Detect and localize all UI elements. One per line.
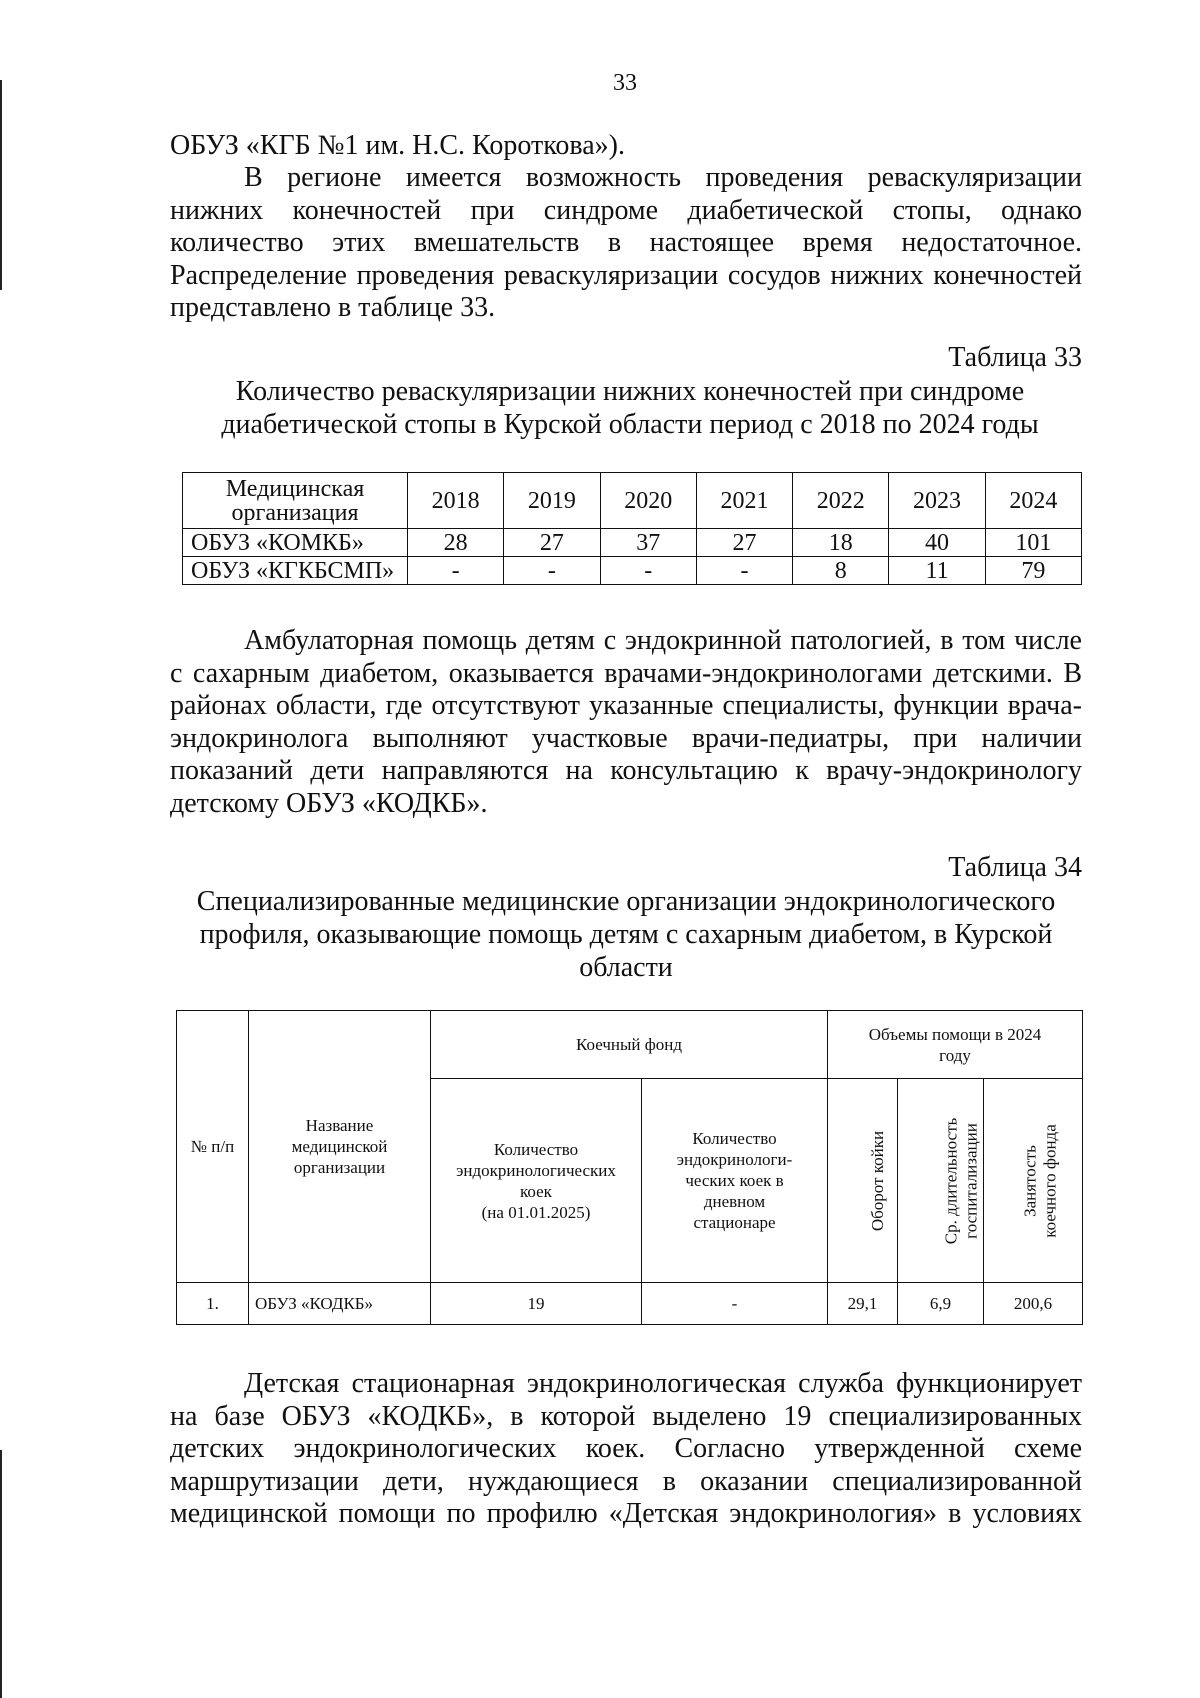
paragraph-2	[170, 625, 1082, 820]
header-day-beds-line: стационаре	[693, 1213, 776, 1232]
table-33-caption	[190, 375, 1070, 441]
table-33-cell: 18	[793, 529, 889, 557]
intro-line: ОБУЗ «КГБ №1 им. Н.С. Короткова»).	[170, 130, 625, 161]
table-33-cell: -	[408, 557, 504, 585]
table-33-cell: 101	[985, 529, 1081, 557]
table-33-caption-line: Количество реваскуляризации нижних конечностей при синдроме	[235, 376, 1025, 407]
header-beds-line: (на 01.01.2025)	[481, 1202, 591, 1222]
table-33-label: Таблица 33	[948, 342, 1082, 373]
table-34-label: Таблица 34	[948, 852, 1082, 883]
table-34-cell-day-beds: -	[642, 1283, 828, 1325]
header-avg-stay-line: Ср. длительность	[941, 1117, 961, 1244]
table-34-cell-num: 1.	[177, 1283, 249, 1325]
table-34-header-day-beds	[642, 1079, 828, 1283]
table-34-header-beds	[431, 1079, 642, 1283]
table-34-caption-line: области	[579, 952, 673, 983]
scan-edge-artifact	[0, 80, 2, 290]
table-33-cell: 28	[408, 529, 504, 557]
paragraph-2-line: показаний дети направляются на консультацию к врачу-эндокринологу	[170, 755, 1082, 786]
header-beds-line: коек	[520, 1181, 552, 1201]
table-33-cell: 8	[793, 557, 889, 585]
page-number: 33	[613, 70, 637, 96]
header-occupancy-text	[1021, 1124, 1061, 1237]
table-33-cell: 11	[889, 557, 985, 585]
table-33-cell: -	[696, 557, 792, 585]
table-33-header-org	[183, 473, 408, 529]
paragraph-3-line: медицинской помощи по профилю «Детская эндокринология» в условиях	[170, 1498, 1082, 1529]
table-34-header-num: № п/п	[177, 1011, 249, 1283]
table-row	[183, 557, 1082, 585]
paragraph-1-line: представлено в таблице 33.	[170, 292, 496, 323]
paragraph-2-line: Амбулаторная помощь детям с эндокринной патологией, в том числе	[244, 625, 1082, 656]
paragraph-1-line: Распределение проведения реваскуляризации сосудов нижних конечностей	[170, 259, 1082, 291]
table-33-cell: 27	[696, 529, 792, 557]
header-occupancy-line: Занятость	[1020, 1144, 1040, 1217]
header-name-line: организации	[293, 1158, 386, 1177]
table-33-caption-line: диабетической стопы в Курской области период с 2018 по 2024 годы	[221, 409, 1039, 440]
table-34	[176, 1010, 1083, 1325]
paragraph-1-line: нижних конечностей при синдроме диабетической стопы, однако	[170, 194, 1082, 226]
header-day-beds-line: эндокринологи-	[676, 1150, 793, 1169]
table-34-caption-line: профиля, оказывающие помощь детям с сахарным диабетом, в Курской	[199, 919, 1053, 950]
table-34-caption-line: Специализированные медицинские организации эндокринологического	[196, 886, 1056, 917]
header-name-line: Название	[305, 1116, 374, 1135]
table-33-year: 2022	[793, 473, 889, 529]
table-row	[177, 1283, 1083, 1325]
table-34-header-row-1	[177, 1011, 1083, 1079]
table-33	[182, 472, 1082, 585]
scan-edge-artifact	[0, 1450, 2, 1698]
table-33-org: ОБУЗ «КГКБСМП»	[183, 557, 408, 585]
header-turnover-text: Оборот койки	[868, 1130, 888, 1232]
table-33-year: 2023	[889, 473, 985, 529]
header-beds-line: эндокринологических	[456, 1160, 616, 1180]
header-beds-line: Количество	[493, 1139, 579, 1159]
header-name-line: медицинской	[291, 1137, 388, 1156]
table-33-year: 2024	[985, 473, 1081, 529]
paragraph-1-line: В регионе имеется возможность проведения реваскуляризации	[244, 162, 1082, 193]
table-33-year: 2019	[504, 473, 600, 529]
table-33-org: ОБУЗ «КОМКБ»	[183, 529, 408, 557]
paragraph-2-line: эндокринолога выполняют участковые врачи-педиатры, при наличии	[170, 722, 1082, 754]
table-34-header-name	[249, 1011, 431, 1283]
header-day-beds-line: дневном	[703, 1192, 766, 1211]
table-33-year: 2020	[600, 473, 696, 529]
header-volumes-line: Объемы помощи в 2024	[868, 1024, 1042, 1044]
header-volumes-line: году	[939, 1045, 971, 1065]
table-34-header-turnover	[828, 1079, 898, 1283]
table-34-header-bed-fund: Коечный фонд	[431, 1011, 828, 1079]
header-day-beds-line: ческих коек в	[685, 1171, 784, 1190]
table-34-cell-occupancy: 200,6	[984, 1283, 1083, 1325]
table-34-header-occupancy	[984, 1079, 1083, 1283]
table-33-header-row	[183, 473, 1082, 529]
table-row	[183, 529, 1082, 557]
table-34-cell-org: ОБУЗ «КОДКБ»	[249, 1283, 431, 1325]
header-day-beds-line: Количество	[692, 1129, 777, 1148]
paragraph-2-line: детскому ОБУЗ «КОДКБ».	[170, 787, 488, 819]
table-34-header-avg-stay	[898, 1079, 984, 1283]
header-org-line: Медицинская	[225, 475, 365, 502]
paragraph-3-line: детских эндокринологических коек. Согласно утвержденной схеме	[170, 1433, 1082, 1464]
table-33-cell: 40	[889, 529, 985, 557]
table-34-cell-turnover: 29,1	[828, 1283, 898, 1325]
paragraph-2-line: с сахарным диабетом, оказывается врачами-эндокринологами детскими. В	[170, 657, 1082, 689]
paragraph-3-line: маршрутизации дети, нуждающиеся в оказании специализированной	[170, 1465, 1082, 1497]
header-org-line: организация	[231, 499, 359, 526]
table-33-cell: 79	[985, 557, 1081, 585]
header-avg-stay-text	[941, 1117, 981, 1244]
table-33-cell: 27	[504, 529, 600, 557]
table-33-cell: 37	[600, 529, 696, 557]
table-34-caption	[170, 885, 1082, 984]
paragraph-3-line: Детская стационарная эндокринологическая служба функционирует	[244, 1368, 1082, 1399]
table-34-header-volumes	[828, 1011, 1083, 1079]
paragraph-2-line: районах области, где отсутствуют указанные специалисты, функции врача-	[170, 690, 1082, 721]
table-33-cell: -	[504, 557, 600, 585]
table-33-year: 2018	[408, 473, 504, 529]
paragraph-1-line: количество этих вмешательств в настоящее время недостаточное.	[170, 227, 1082, 258]
header-avg-stay-line: госпитализации	[961, 1122, 981, 1239]
paragraph-1	[170, 162, 1082, 325]
table-34-cell-avg-stay: 6,9	[898, 1283, 984, 1325]
paragraph-3-line: на базе ОБУЗ «КОДКБ», в которой выделено 19 специализированных	[170, 1400, 1082, 1432]
header-occupancy-line: коечного фонда	[1040, 1123, 1060, 1238]
table-34-cell-beds: 19	[431, 1283, 642, 1325]
table-33-year: 2021	[696, 473, 792, 529]
table-33-cell: -	[600, 557, 696, 585]
paragraph-3	[170, 1368, 1082, 1531]
